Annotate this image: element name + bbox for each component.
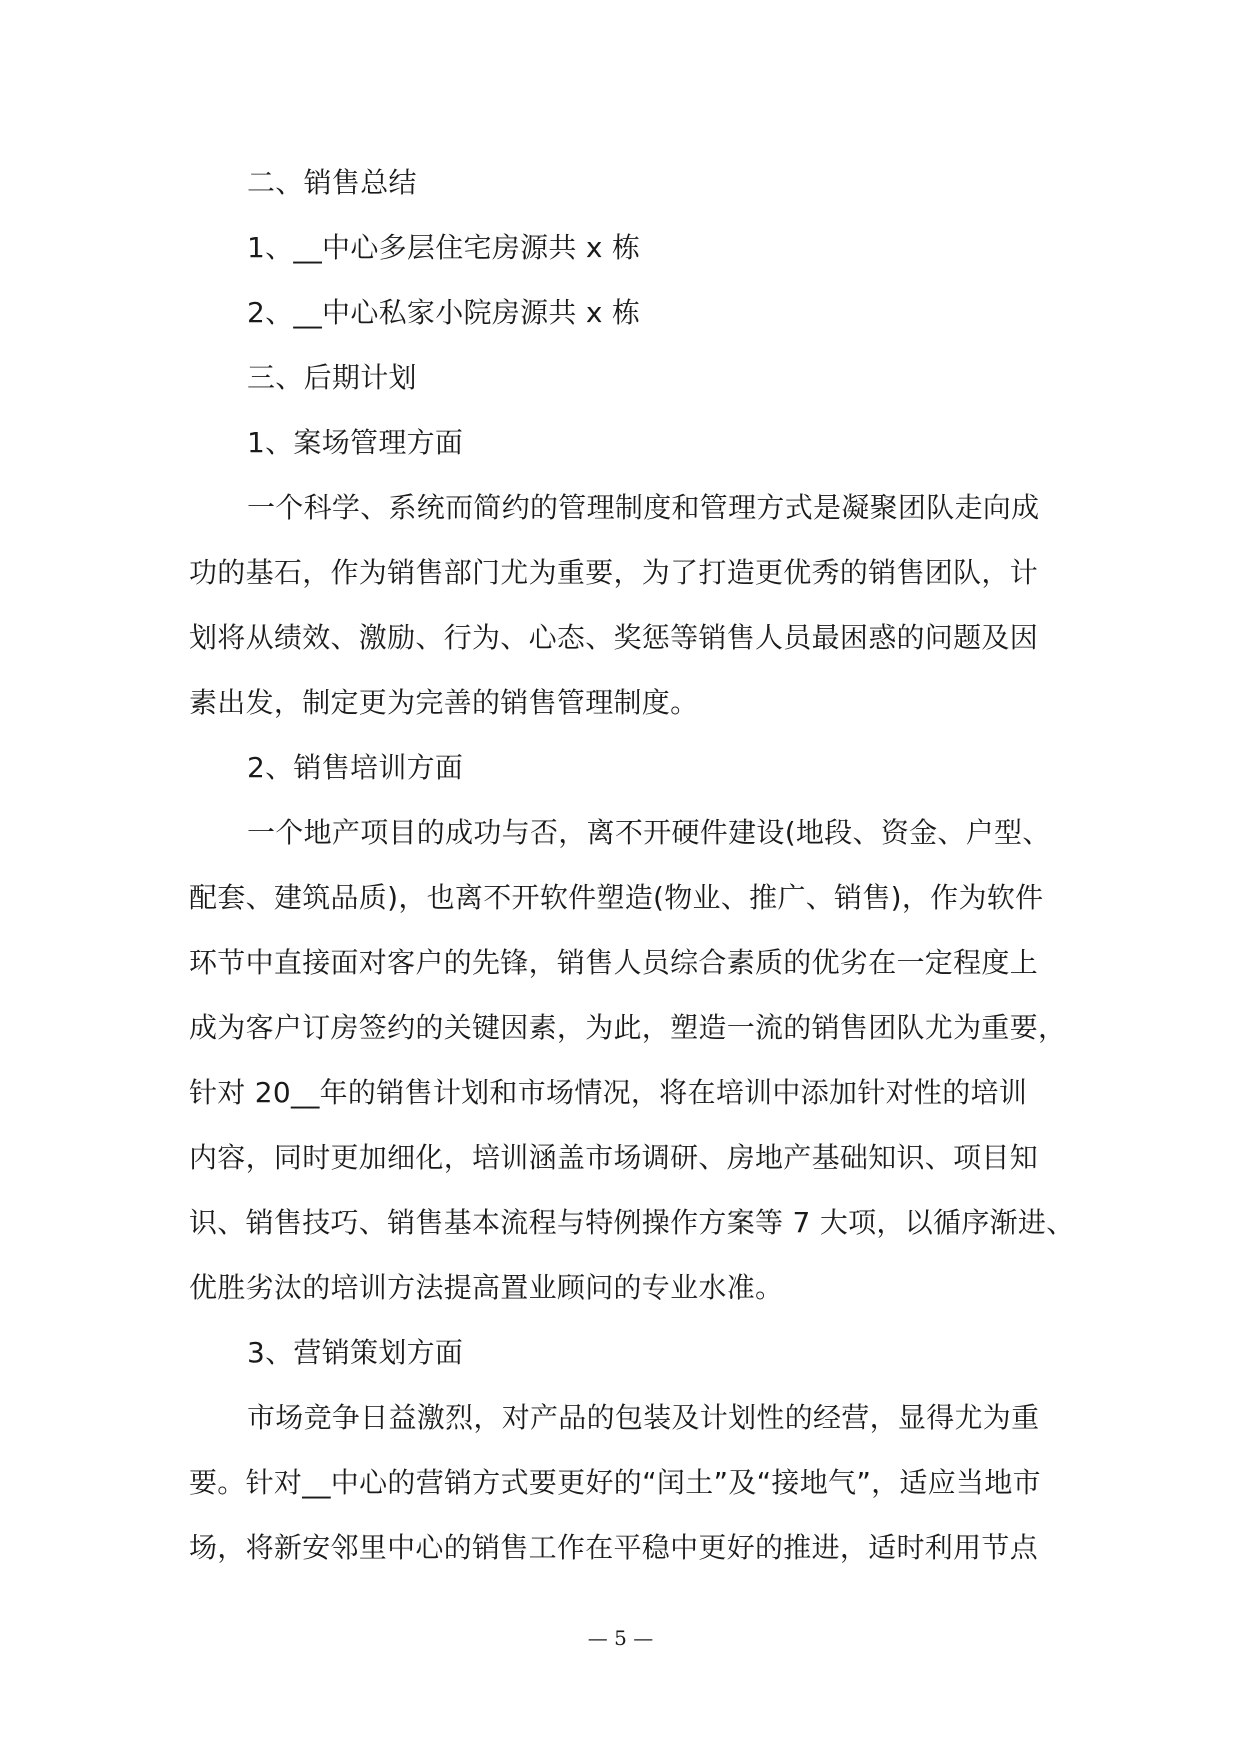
section-heading-sales-summary: 二、销售总结 — [247, 166, 417, 199]
subheading-marketing-planning: 3、营销策划方面 — [247, 1336, 464, 1369]
paragraph-line: 优胜劣汰的培训方法提高置业顾问的专业水准。 — [189, 1271, 784, 1304]
paragraph-line: 配套、建筑品质)，也离不开软件塑造(物业、推广、销售)，作为软件 — [189, 881, 1044, 914]
document-body — [189, 150, 1075, 1580]
section-heading-later-plan: 三、后期计划 — [247, 361, 417, 394]
paragraph-line: 划将从绩效、激励、行为、心态、奖惩等销售人员最困惑的问题及因 — [189, 621, 1039, 654]
paragraph-line: 素出发，制定更为完善的销售管理制度。 — [189, 686, 699, 719]
paragraph-line: 成为客户订房签约的关键因素，为此，塑造一流的销售团队尤为重要， — [189, 1011, 1067, 1044]
paragraph-line: 环节中直接面对客户的先锋，销售人员综合素质的优劣在一定程度上 — [189, 946, 1039, 979]
paragraph-line: 针对 20__年的销售计划和市场情况，将在培训中添加针对性的培训 — [189, 1076, 1028, 1109]
paragraph-line: 场，将新安邻里中心的销售工作在平稳中更好的推进，适时利用节点 — [189, 1531, 1039, 1564]
paragraph-line: 要。针对__中心的营销方式要更好的“闰土”及“接地气”，适应当地市 — [189, 1466, 1041, 1499]
paragraph-line: 市场竞争日益激烈，对产品的包装及计划性的经营，显得尤为重 — [247, 1401, 1040, 1434]
list-item: 1、__中心多层住宅房源共 x 栋 — [247, 231, 641, 264]
list-item: 2、__中心私家小院房源共 x 栋 — [247, 296, 641, 329]
paragraph-line: 一个地产项目的成功与否，离不开硬件建设(地段、资金、户型、 — [247, 816, 1051, 849]
paragraph-line: 识、销售技巧、销售基本流程与特例操作方案等 7 大项，以循序渐进、 — [189, 1206, 1075, 1239]
paragraph-line: 内容，同时更加细化，培训涵盖市场调研、房地产基础知识、项目知 — [189, 1141, 1039, 1174]
page-number: — 5 — — [587, 1626, 654, 1650]
subheading-site-management: 1、案场管理方面 — [247, 426, 464, 459]
paragraph-line: 功的基石，作为销售部门尤为重要，为了打造更优秀的销售团队，计 — [189, 556, 1039, 589]
paragraph-line: 一个科学、系统而简约的管理制度和管理方式是凝聚团队走向成 — [247, 491, 1040, 524]
subheading-sales-training: 2、销售培训方面 — [247, 751, 464, 784]
